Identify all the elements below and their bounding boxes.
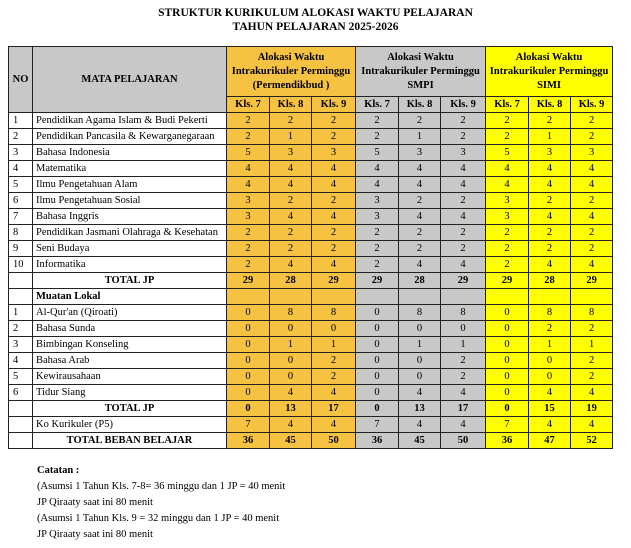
value-cell: 4: [441, 161, 486, 177]
table-row: [9, 337, 613, 353]
value-cell: 3: [227, 193, 270, 209]
value-cell: 0: [270, 321, 312, 337]
value-cell: 3: [399, 145, 441, 161]
subject-name: Bahasa Indonesia: [33, 145, 227, 161]
subject-name: Bahasa Arab: [33, 353, 227, 369]
value-cell: 4: [270, 417, 312, 433]
value-cell: 4: [270, 177, 312, 193]
value-cell: 45: [399, 433, 441, 449]
table-row: [9, 193, 613, 209]
header-group-smpi: Alokasi Waktu Intrakurikuler Perminggu SMPI: [356, 47, 486, 97]
header-kls9: Kls. 9: [312, 97, 356, 113]
total-beban-row-label: TOTAL BEBAN BELAJAR: [33, 433, 227, 449]
value-cell: 2: [571, 225, 613, 241]
value-cell: 28: [270, 273, 312, 289]
table-row: [9, 145, 613, 161]
row-number: 10: [9, 257, 33, 273]
value-cell: 4: [312, 417, 356, 433]
notes-line: JP Qiraaty saat ini 80 menit: [37, 497, 153, 508]
value-cell: 4: [312, 177, 356, 193]
value-cell: 2: [227, 129, 270, 145]
total-beban-row: [9, 433, 613, 449]
subject-name: Matematika: [33, 161, 227, 177]
value-cell: 2: [441, 241, 486, 257]
notes-heading: Catatan :: [37, 465, 80, 476]
value-cell: 0: [356, 337, 399, 353]
subject-name: Ilmu Pengetahuan Sosial: [33, 193, 227, 209]
value-cell: 0: [356, 385, 399, 401]
value-cell: 2: [441, 353, 486, 369]
value-cell: 4: [571, 161, 613, 177]
value-cell: 0: [227, 385, 270, 401]
value-cell: 0: [486, 385, 529, 401]
notes-line: (Asumsi 1 Tahun Kls. 9 = 32 minggu dan 1 JP = 40 menit: [37, 513, 280, 524]
value-cell: 0: [227, 337, 270, 353]
value-cell: 8: [529, 305, 571, 321]
notes-line: (Asumsi 1 Tahun Kls. 7-8= 36 minggu dan 1 JP = 40 menit: [37, 481, 286, 492]
value-cell: 0: [399, 321, 441, 337]
value-cell: 4: [312, 257, 356, 273]
value-cell: 7: [227, 417, 270, 433]
ko-kurikuler-row-label: Ko Kurikuler (P5): [33, 417, 227, 433]
table-row: [9, 369, 613, 385]
value-cell: 1: [312, 337, 356, 353]
notes-line: JP Qiraaty saat ini 80 menit: [37, 529, 153, 540]
table-row: [9, 129, 613, 145]
value-cell: 2: [312, 113, 356, 129]
value-cell: 28: [399, 273, 441, 289]
value-cell: 2: [356, 241, 399, 257]
value-cell: 17: [312, 401, 356, 417]
value-cell: 0: [356, 369, 399, 385]
value-cell: 0: [356, 401, 399, 417]
value-cell: 4: [270, 257, 312, 273]
value-cell: 3: [312, 145, 356, 161]
row-number: 5: [9, 177, 33, 193]
value-cell: 15: [529, 401, 571, 417]
value-cell: 36: [486, 433, 529, 449]
value-cell: 1: [399, 337, 441, 353]
subject-name: Kewirausahaan: [33, 369, 227, 385]
value-cell: 47: [529, 433, 571, 449]
value-cell: 4: [529, 209, 571, 225]
value-cell: 2: [399, 113, 441, 129]
value-cell: 0: [227, 305, 270, 321]
value-cell: 2: [356, 257, 399, 273]
header-kls8: Kls. 8: [529, 97, 571, 113]
value-cell: 0: [486, 337, 529, 353]
value-cell: 0: [270, 369, 312, 385]
value-cell: 4: [571, 417, 613, 433]
row-number: 7: [9, 209, 33, 225]
value-cell: 4: [399, 209, 441, 225]
value-cell: 1: [441, 337, 486, 353]
value-cell: 4: [486, 161, 529, 177]
subject-name: Ilmu Pengetahuan Alam: [33, 177, 227, 193]
total-jp-row: [9, 273, 613, 289]
table-row: [9, 225, 613, 241]
value-cell: 2: [399, 193, 441, 209]
value-cell: 45: [270, 433, 312, 449]
value-cell: 2: [571, 193, 613, 209]
value-cell: 0: [529, 353, 571, 369]
value-cell: 29: [571, 273, 613, 289]
value-cell: 2: [312, 369, 356, 385]
value-cell: 4: [227, 177, 270, 193]
value-cell: 2: [529, 113, 571, 129]
table-row: [9, 241, 613, 257]
value-cell: 8: [399, 305, 441, 321]
value-cell: 2: [441, 113, 486, 129]
value-cell: 4: [399, 257, 441, 273]
value-cell: 4: [399, 177, 441, 193]
value-cell: 0: [486, 369, 529, 385]
value-cell: 2: [227, 225, 270, 241]
value-cell: 2: [571, 321, 613, 337]
value-cell: 4: [529, 161, 571, 177]
value-cell: 2: [486, 129, 529, 145]
value-cell: 8: [312, 305, 356, 321]
table-row: [9, 113, 613, 129]
value-cell: 3: [227, 209, 270, 225]
header-group-simi: Alokasi Waktu Intrakurikuler Perminggu SIMI: [486, 47, 613, 97]
header-kls7: Kls. 7: [356, 97, 399, 113]
value-cell: 2: [356, 129, 399, 145]
value-cell: 0: [486, 305, 529, 321]
value-cell: 2: [571, 353, 613, 369]
row-number: 1: [9, 305, 33, 321]
value-cell: 2: [571, 241, 613, 257]
subject-name: Pendidikan Agama Islam & Budi Pekerti: [33, 113, 227, 129]
value-cell: 2: [441, 225, 486, 241]
value-cell: 5: [486, 145, 529, 161]
value-cell: 2: [270, 225, 312, 241]
value-cell: 4: [312, 385, 356, 401]
table-row: [9, 321, 613, 337]
notes: [37, 463, 285, 543]
value-cell: 5: [227, 145, 270, 161]
value-cell: 8: [441, 305, 486, 321]
value-cell: 2: [399, 225, 441, 241]
value-cell: 0: [486, 353, 529, 369]
table-row: [9, 385, 613, 401]
section-title: Muatan Lokal: [33, 289, 227, 305]
row-number: 3: [9, 145, 33, 161]
value-cell: 4: [399, 417, 441, 433]
value-cell: 1: [529, 129, 571, 145]
value-cell: 2: [270, 241, 312, 257]
value-cell: 4: [356, 161, 399, 177]
row-number: 4: [9, 353, 33, 369]
value-cell: 4: [441, 177, 486, 193]
ko-kurikuler-row: [9, 417, 613, 433]
value-cell: 4: [529, 417, 571, 433]
table-row: [9, 305, 613, 321]
value-cell: 50: [312, 433, 356, 449]
value-cell: 1: [270, 337, 312, 353]
value-cell: 4: [399, 161, 441, 177]
header-kls8: Kls. 8: [270, 97, 312, 113]
header-kls9: Kls. 9: [571, 97, 613, 113]
value-cell: 4: [270, 161, 312, 177]
value-cell: 3: [486, 209, 529, 225]
value-cell: 0: [227, 353, 270, 369]
value-cell: 2: [270, 113, 312, 129]
value-cell: 2: [270, 193, 312, 209]
value-cell: 3: [270, 145, 312, 161]
value-cell: 3: [356, 193, 399, 209]
value-cell: 4: [441, 417, 486, 433]
value-cell: 7: [356, 417, 399, 433]
subject-name: Tidur Siang: [33, 385, 227, 401]
table-row: [9, 161, 613, 177]
value-cell: 29: [356, 273, 399, 289]
value-cell: 29: [312, 273, 356, 289]
row-number: 8: [9, 225, 33, 241]
header-no: NO: [9, 47, 33, 113]
value-cell: 29: [227, 273, 270, 289]
value-cell: 2: [312, 225, 356, 241]
value-cell: 0: [529, 369, 571, 385]
value-cell: 2: [312, 193, 356, 209]
value-cell: 4: [312, 209, 356, 225]
curriculum-table: [8, 46, 613, 449]
value-cell: 4: [312, 161, 356, 177]
value-cell: 4: [529, 385, 571, 401]
value-cell: 29: [486, 273, 529, 289]
value-cell: 1: [571, 337, 613, 353]
document-title: STRUKTUR KURIKULUM ALOKASI WAKTU PELAJARAN: [158, 7, 473, 19]
table-row: [9, 209, 613, 225]
value-cell: 2: [312, 129, 356, 145]
row-number: 4: [9, 161, 33, 177]
value-cell: 0: [312, 321, 356, 337]
value-cell: 4: [399, 385, 441, 401]
value-cell: 13: [270, 401, 312, 417]
value-cell: 2: [486, 241, 529, 257]
value-cell: 3: [486, 193, 529, 209]
value-cell: 0: [227, 369, 270, 385]
value-cell: 2: [529, 225, 571, 241]
value-cell: 36: [227, 433, 270, 449]
value-cell: 1: [529, 337, 571, 353]
subject-name: Pendidikan Jasmani Olahraga & Kesehatan: [33, 225, 227, 241]
row-number: 2: [9, 129, 33, 145]
section-header-row: [9, 289, 613, 305]
row-number: 2: [9, 321, 33, 337]
value-cell: 50: [441, 433, 486, 449]
value-cell: 0: [486, 321, 529, 337]
value-cell: 3: [571, 145, 613, 161]
value-cell: 4: [441, 385, 486, 401]
value-cell: 2: [529, 241, 571, 257]
row-number: 6: [9, 385, 33, 401]
subject-name: Seni Budaya: [33, 241, 227, 257]
value-cell: 4: [571, 385, 613, 401]
value-cell: 2: [399, 241, 441, 257]
value-cell: 1: [270, 129, 312, 145]
value-cell: 19: [571, 401, 613, 417]
value-cell: 0: [486, 401, 529, 417]
value-cell: 29: [441, 273, 486, 289]
value-cell: 0: [356, 305, 399, 321]
subject-name: Bahasa Sunda: [33, 321, 227, 337]
value-cell: 0: [227, 321, 270, 337]
value-cell: 0: [270, 353, 312, 369]
value-cell: 8: [571, 305, 613, 321]
value-cell: 4: [571, 257, 613, 273]
value-cell: 4: [486, 177, 529, 193]
row-number: 1: [9, 113, 33, 129]
document-subtitle: TAHUN PELAJARAN 2025-2026: [232, 21, 399, 33]
subject-name: Informatika: [33, 257, 227, 273]
value-cell: 3: [356, 209, 399, 225]
value-cell: 17: [441, 401, 486, 417]
header-kls7: Kls. 7: [486, 97, 529, 113]
value-cell: 2: [529, 193, 571, 209]
value-cell: 2: [529, 321, 571, 337]
table-row: [9, 177, 613, 193]
value-cell: 4: [270, 209, 312, 225]
value-cell: 2: [571, 113, 613, 129]
value-cell: 4: [356, 177, 399, 193]
value-cell: 36: [356, 433, 399, 449]
value-cell: 2: [356, 113, 399, 129]
row-number: 6: [9, 193, 33, 209]
row-number: 5: [9, 369, 33, 385]
value-cell: 8: [270, 305, 312, 321]
value-cell: 4: [227, 161, 270, 177]
value-cell: 28: [529, 273, 571, 289]
total-jp-row-label: TOTAL JP: [33, 273, 227, 289]
value-cell: 7: [486, 417, 529, 433]
value-cell: 2: [486, 113, 529, 129]
value-cell: 0: [227, 401, 270, 417]
value-cell: 2: [441, 369, 486, 385]
subject-name: Pendidikan Pancasila & Kewarganegaraan: [33, 129, 227, 145]
value-cell: 2: [571, 369, 613, 385]
total-jp-row-label: TOTAL JP: [33, 401, 227, 417]
value-cell: 2: [227, 113, 270, 129]
header-kls8: Kls. 8: [399, 97, 441, 113]
table-row: [9, 257, 613, 273]
subject-name: Bahasa Inggris: [33, 209, 227, 225]
total-jp-row: [9, 401, 613, 417]
value-cell: 3: [529, 145, 571, 161]
value-cell: 4: [270, 385, 312, 401]
value-cell: 4: [529, 177, 571, 193]
header-mata-pelajaran: MATA PELAJARAN: [33, 47, 227, 113]
value-cell: 2: [312, 241, 356, 257]
value-cell: 4: [571, 177, 613, 193]
value-cell: 0: [356, 321, 399, 337]
value-cell: 4: [441, 209, 486, 225]
value-cell: 0: [441, 321, 486, 337]
value-cell: 2: [356, 225, 399, 241]
value-cell: 2: [441, 193, 486, 209]
row-number: 3: [9, 337, 33, 353]
value-cell: 2: [486, 225, 529, 241]
value-cell: 2: [486, 257, 529, 273]
value-cell: 3: [441, 145, 486, 161]
value-cell: 0: [356, 353, 399, 369]
value-cell: 4: [529, 257, 571, 273]
row-number: 9: [9, 241, 33, 257]
value-cell: 2: [441, 129, 486, 145]
value-cell: 1: [399, 129, 441, 145]
subject-name: Bimbingan Konseling: [33, 337, 227, 353]
header-group-permendikbud: Alokasi Waktu Intrakurikuler Perminggu (Permendikbud ): [227, 47, 356, 97]
value-cell: 2: [227, 241, 270, 257]
value-cell: 5: [356, 145, 399, 161]
value-cell: 52: [571, 433, 613, 449]
value-cell: 4: [441, 257, 486, 273]
table-row: [9, 353, 613, 369]
value-cell: 2: [227, 257, 270, 273]
header-kls7: Kls. 7: [227, 97, 270, 113]
value-cell: 4: [571, 209, 613, 225]
value-cell: 0: [399, 369, 441, 385]
value-cell: 2: [571, 129, 613, 145]
value-cell: 0: [399, 353, 441, 369]
value-cell: 13: [399, 401, 441, 417]
subject-name: Al-Qur'an (Qiroati): [33, 305, 227, 321]
header-kls9: Kls. 9: [441, 97, 486, 113]
value-cell: 2: [312, 353, 356, 369]
